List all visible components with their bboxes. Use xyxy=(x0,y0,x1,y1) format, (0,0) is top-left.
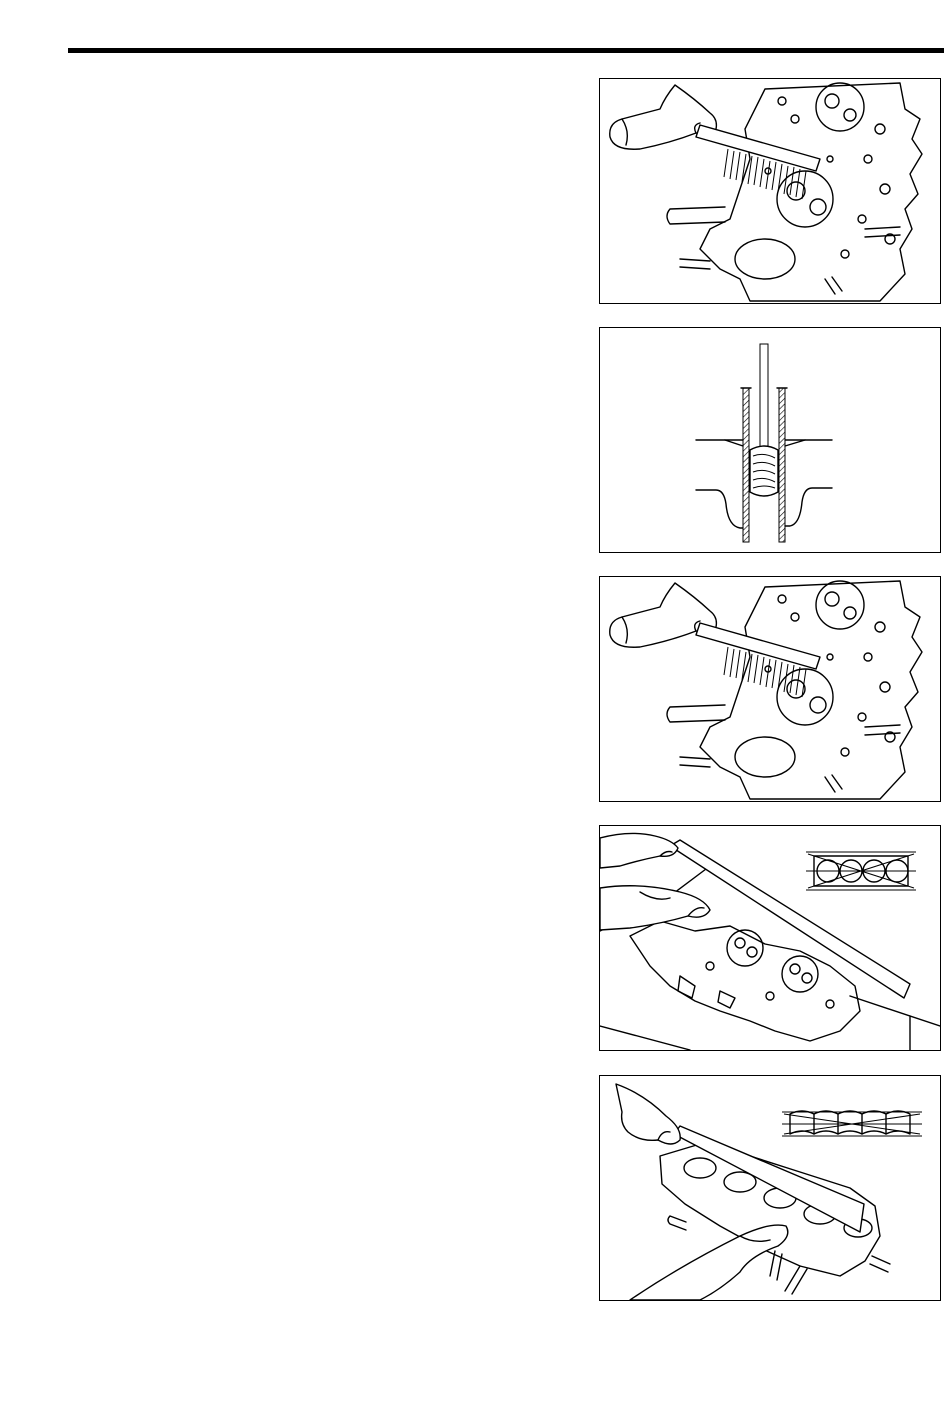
wire-brush-on-cylinder-head-icon xyxy=(600,79,940,303)
figure-straight-edge-head xyxy=(599,825,941,1051)
figure-wire-brush-head-1 xyxy=(599,78,941,304)
figure-wire-brush-head-2 xyxy=(599,576,941,802)
figure-straight-edge-manifold xyxy=(599,1075,941,1301)
wire-brush-on-cylinder-head-icon xyxy=(600,577,940,801)
figure-valve-guide-cleaning xyxy=(599,327,941,553)
straight-edge-head-surface-icon xyxy=(600,826,940,1050)
header-rule xyxy=(68,48,944,53)
valve-guide-bushing-cleaning-icon xyxy=(600,328,940,552)
straight-edge-manifold-surface-icon xyxy=(600,1076,940,1300)
